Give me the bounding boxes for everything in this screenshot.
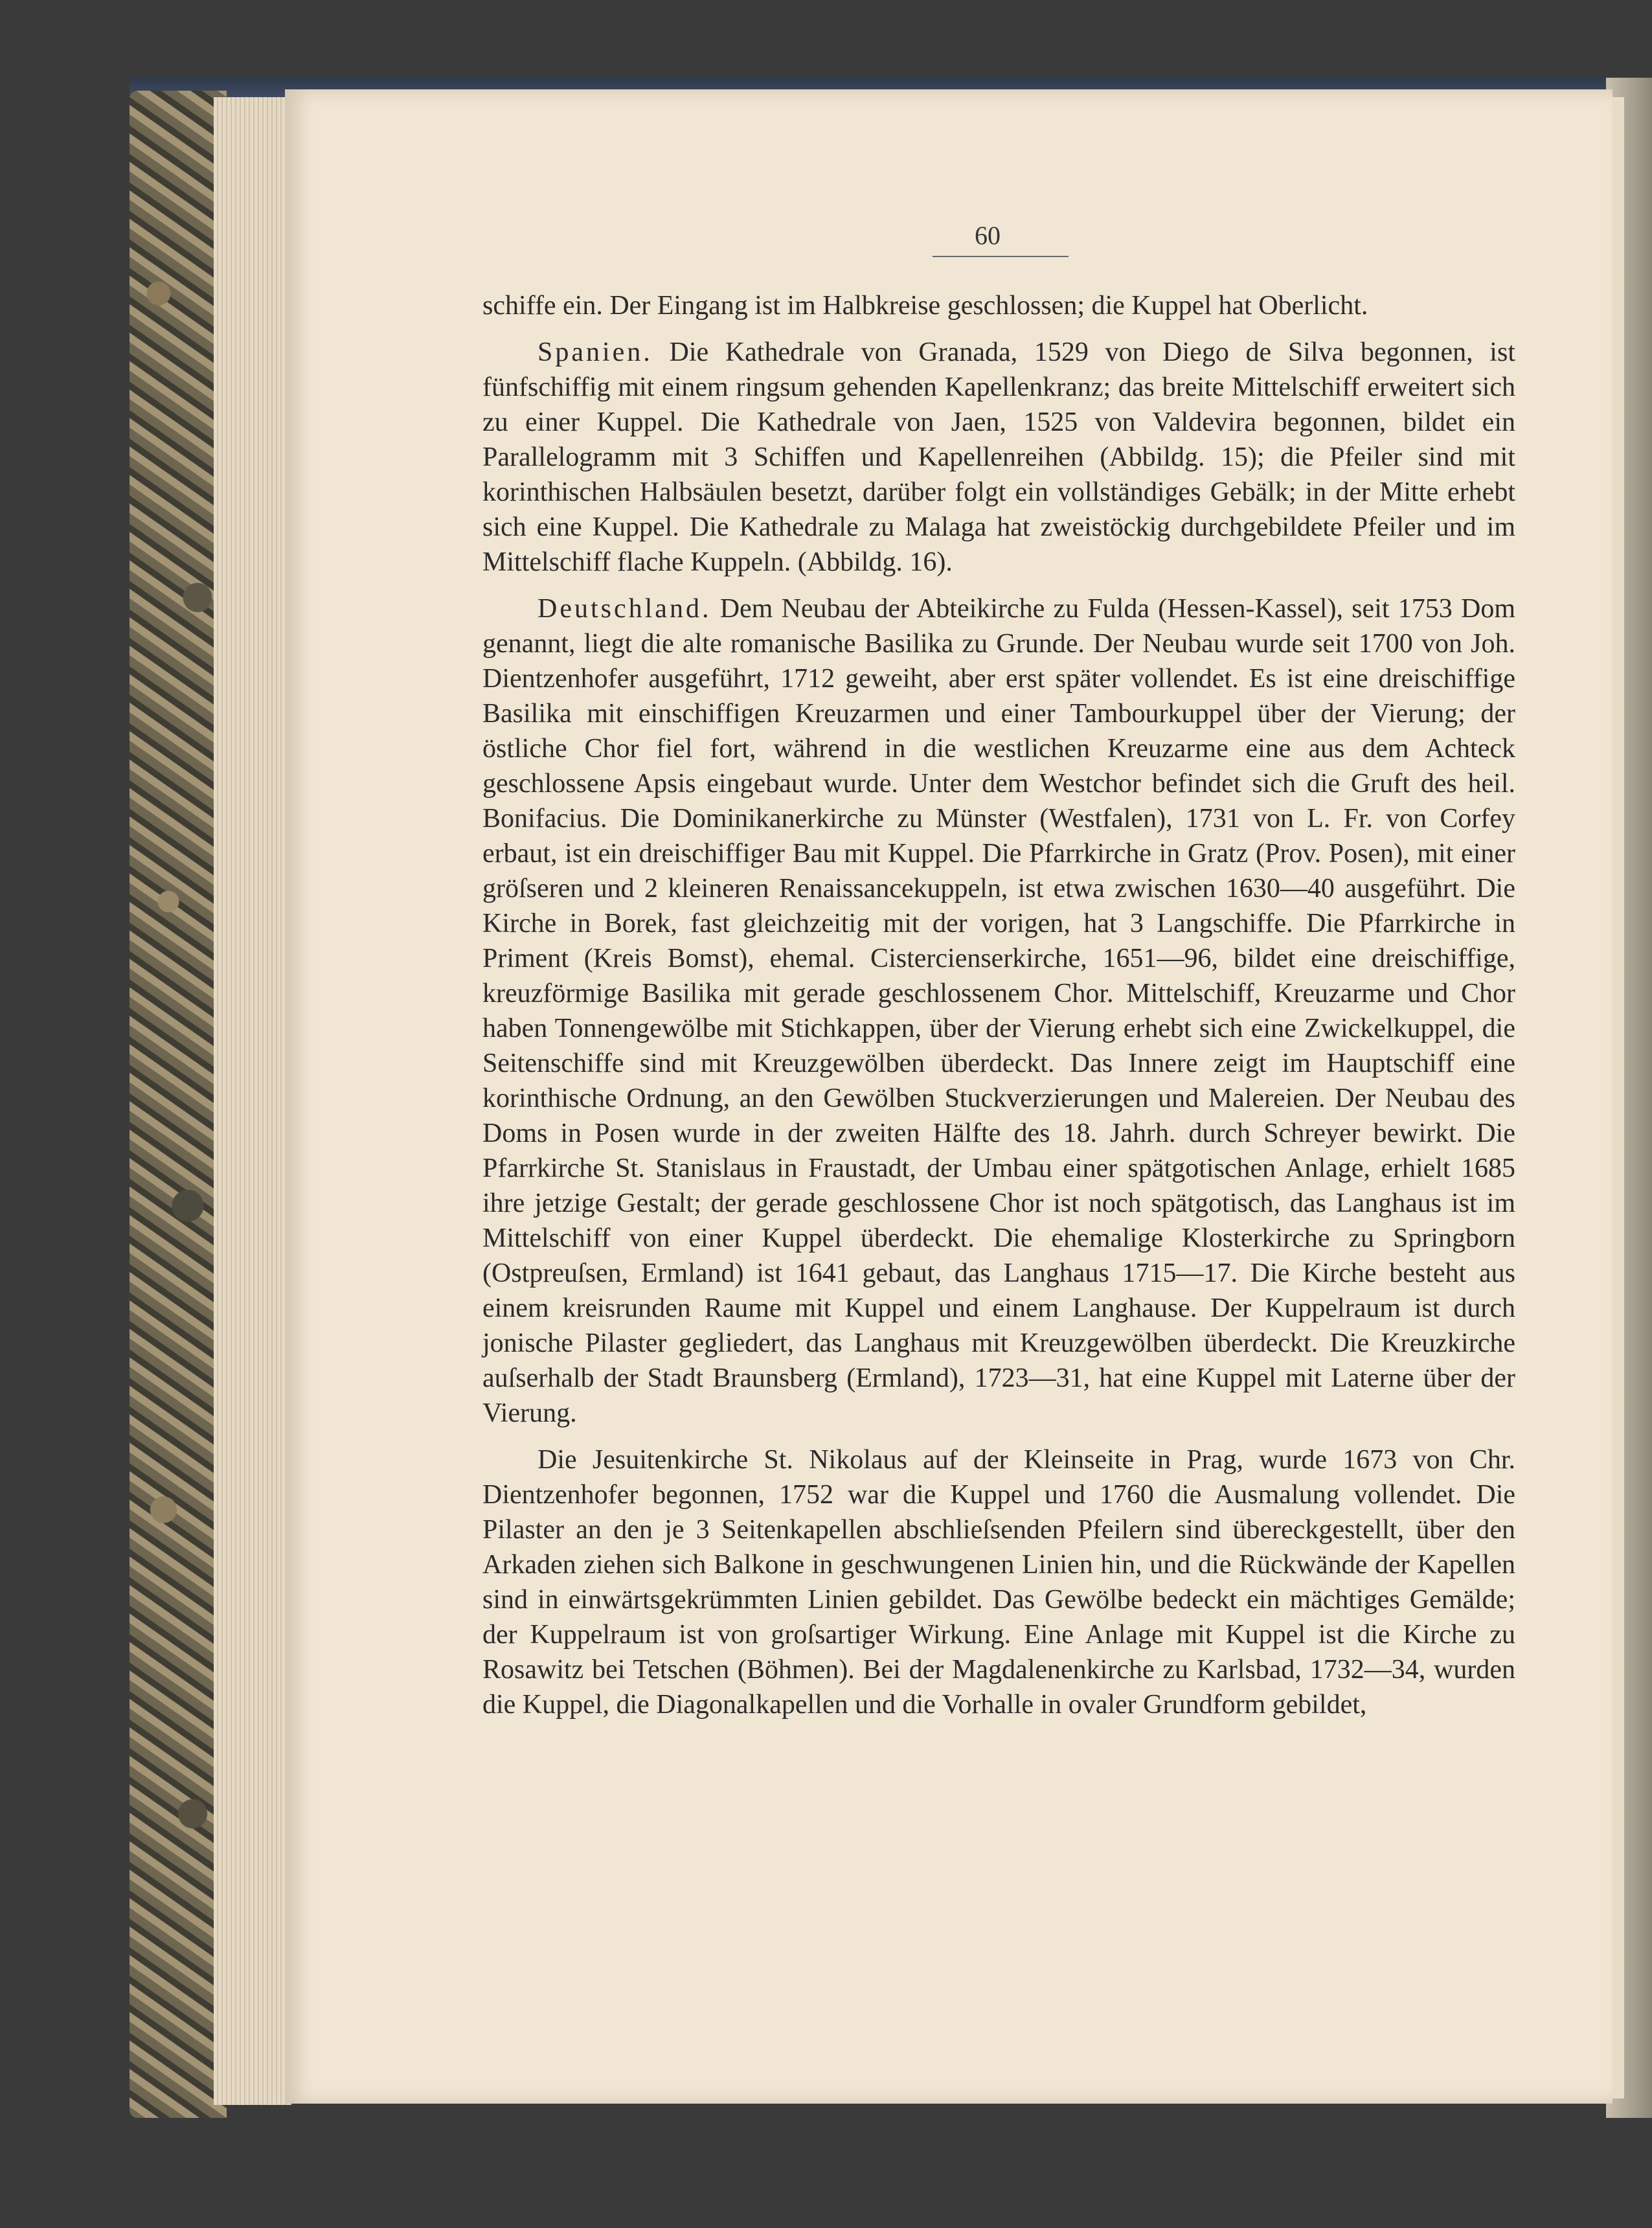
body-text [482,288,1515,1734]
section-heading: Spanien. [537,337,653,367]
paragraph-text: schiffe ein. Der Eingang ist im Halbkreise geschlossen; die Kuppel hat Oberlicht. [482,291,1368,321]
paragraph [482,335,1515,580]
paragraph [482,591,1515,1431]
marbled-cover [130,91,227,2118]
page-number: 60 [975,221,1001,250]
page-number-rule [933,256,1069,257]
paragraph-text: Dem Neubau der Abteikirche zu Fulda (Hessen-Kassel), seit 1753 Dom genannt, liegt die alte romanische Basilika zu Grunde. Der Neubau wurde seit 1700 von Joh. Dientzenhofer ausgeführt, 1712 geweiht, aber erst später vollendet. Es ist eine dreischiffige Basilika mit einschiffigen Kreuzarmen und einer Tambourkuppel über der Vierung; der östliche Chor fiel fort, während in die westlichen Kreuzarme eine aus dem Achteck geschlossene Apsis eingebaut wurde. Unter dem Westchor befindet sich die Gruft des heil. Bonifacius. Die Dominikanerkirche zu Münster (Westfalen), 1731 von L. Fr. von Corfey erbaut, ist ein dreischiffiger Bau mit Kuppel. Die Pfarrkirche in Gratz (Prov. Posen), mit einer gröſseren und 2 kleineren Renaissancekuppeln, ist etwa zwischen 1630—40 ausgeführt. Die Kirche in Borek, fast gleichzeitig mit der vorigen, hat 3 Langschiffe. Die Pfarrkirche in Priment (Kreis Bomst), ehemal. Cistercienserkirche, 1651—96, bildet eine dreischiffige, kreuzförmige Basilika mit gerade geschlossenem Chor. Mittelschiff, Kreuzarme und Chor haben Tonnengewölbe mit Stichkappen, über der Vierung erhebt sich eine Zwickelkuppel, die Seitenschiffe sind mit Kreuzgewölben überdeckt. Das Innere zeigt im Hauptschiff eine korinthische Ordnung, an den Gewölben Stuckverzierungen und Malereien. Der Neubau des Doms in Posen wurde in der zweiten Hälfte des 18. Jahrh. durch Schreyer bewirkt. Die Pfarrkirche St. Stanislaus in Fraustadt, der Umbau einer spätgotischen Anlage, erhielt 1685 ihre jetzige Gestalt; der gerade geschlossene Chor ist noch spätgotisch, das Langhaus ist im Mittelschiff von einer Kuppel überdeckt. Die ehemalige Klosterkirche zu Springborn (Ostpreuſsen, Ermland) ist 1641 gebaut, das Langhaus 1715—17. Die Kirche besteht aus einem kreisrunden Raume mit Kuppel und einem Langhause. Der Kuppelraum ist durch jonische Pilaster gegliedert, das Langhaus mit Kreuzgewölben überdeckt. Die Kreuzkirche auſserhalb der Stadt Braunsberg (Ermland), 1723—31, hat eine Kuppel mit Laterne über der Vierung. [482,594,1515,1428]
paragraph-text: Die Jesuitenkirche St. Nikolaus auf der Kleinseite in Prag, wurde 1673 von Chr. Dientzenhofer begonnen, 1752 war die Kuppel und 1760 die Ausmalung vollendet. Die Pilaster an den je 3 Seitenkapellen abschlieſsenden Pfeilern sind übereckgestellt, über den Arkaden ziehen sich Balkone in geschwungenen Linien hin, und die Rückwände der Kapellen sind in einwärtsgekrümmten Linien gebildet. Das Gewölbe bedeckt ein mächtiges Gemälde; der Kuppelraum ist von groſsartiger Wirkung. Eine Anlage mit Kuppel ist die Kirche zu Rosawitz bei Tetschen (Böhmen). Bei der Magdalenenkirche zu Karlsbad, 1732—34, wurden die Kuppel, die Diagonalkapellen und die Vorhalle in ovaler Grundform gebildet, [482,1445,1515,1720]
next-page-edge [1611,97,1624,2098]
page-stack-edge [214,97,291,2105]
paragraph [482,1442,1515,1722]
paragraph [482,288,1515,323]
section-heading: Deutschland. [537,594,712,624]
paragraph-text: Die Kathedrale von Granada, 1529 von Diego de Silva begonnen, ist fünfschiffig mit einem ringsum gehenden Kapellenkranz; das breite Mittelschiff erweitert sich zu einer Kuppel. Die Kathedrale von Jaen, 1525 von Valdevira begonnen, bildet ein Parallelogramm mit 3 Schiffen und Kapellenreihen (Abbildg. 15); die Pfeiler sind mit korinthischen Halbsäulen besetzt, darüber folgt ein vollständiges Gebälk; in der Mitte erhebt sich eine Kuppel. Die Kathedrale zu Malaga hat zweistöckig durchgebildete Pfeiler und im Mittelschiff flache Kuppeln. (Abbildg. 16). [482,337,1515,577]
